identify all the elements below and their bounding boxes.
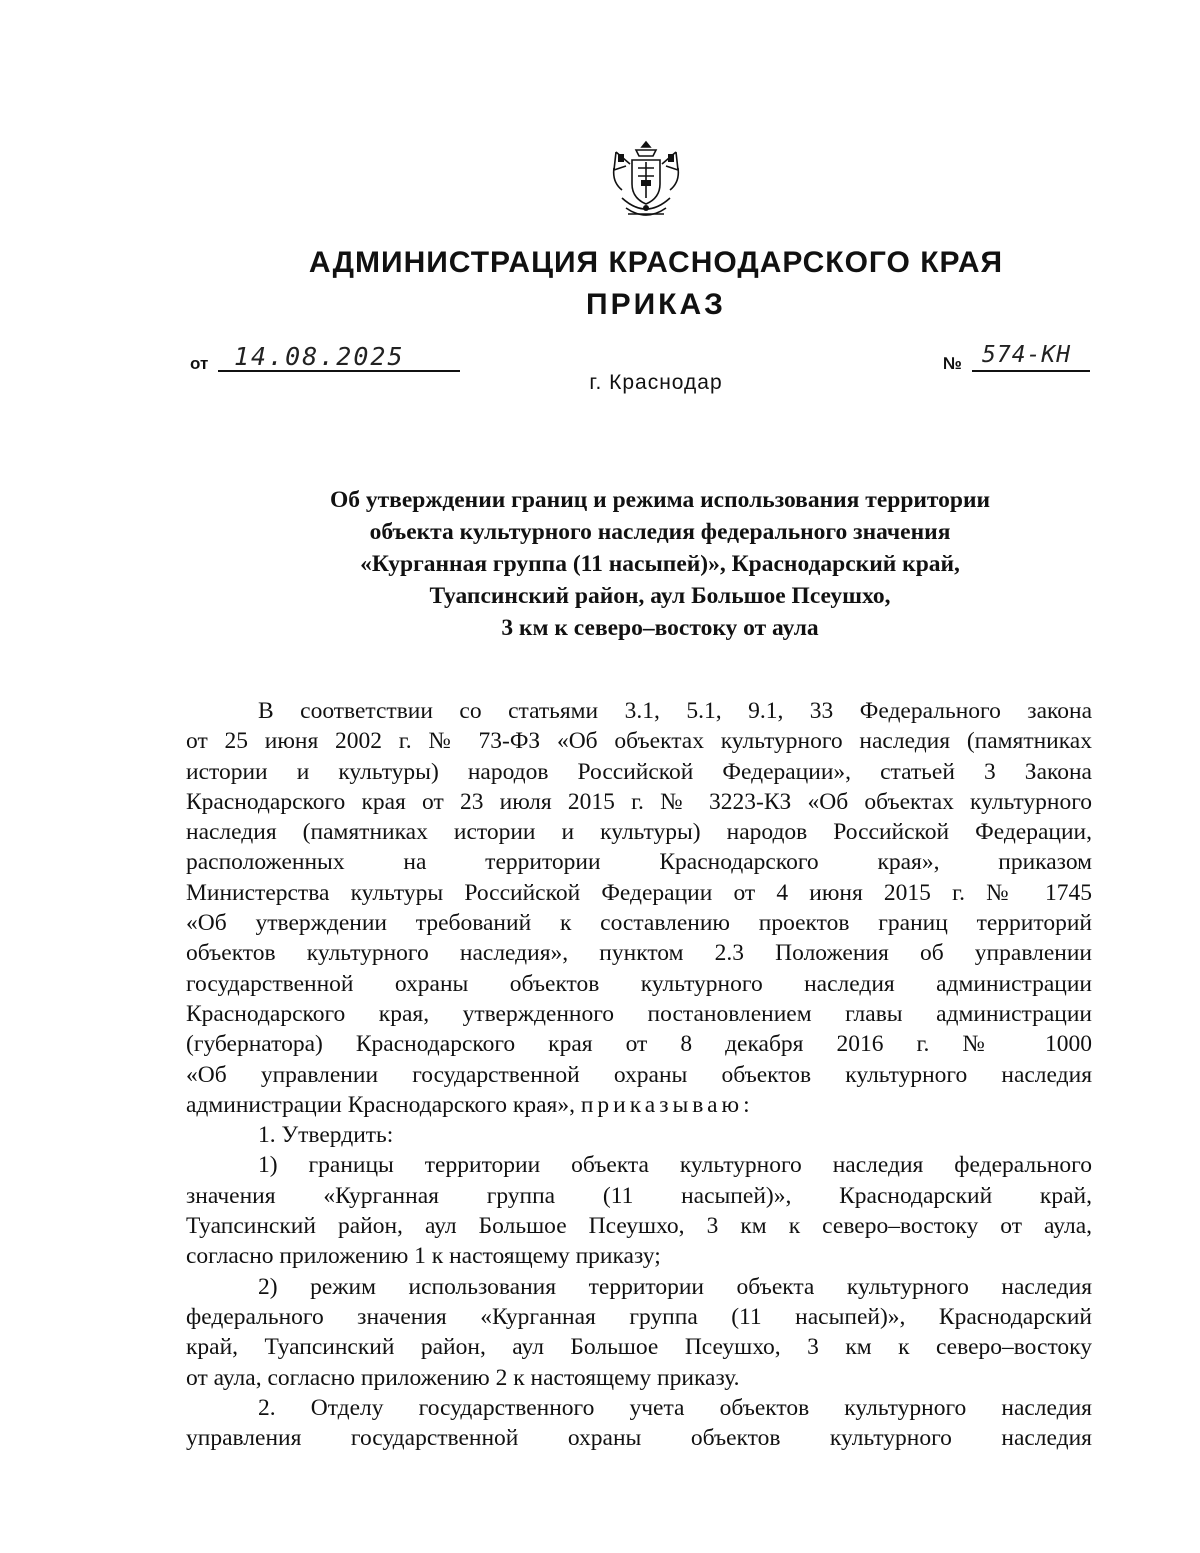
title-line: объекта культурного наследия федерального значения <box>369 519 951 545</box>
body-line: край, Туапсинский район, аул Большое Псеушхо, 3 км к северо–востоку <box>186 1334 1092 1361</box>
handwritten-number: 574-КН <box>982 342 1072 368</box>
title-line: 3 км к северо–востоку от аула <box>501 615 819 641</box>
body-line: 2. Отделу государственного учета объектов культурного наследия <box>258 1394 1092 1421</box>
body-line: Министерства культуры Российской Федерации от 4 июня 2015 г. № 1745 <box>186 879 1092 906</box>
coat-of-arms-emblem <box>608 138 684 224</box>
body-line: значения «Курганная группа (11 насыпей)», Краснодарский край, <box>186 1182 1092 1209</box>
body-line: «Об утверждении требований к составлению проектов границ территорий <box>186 910 1092 937</box>
body-line: государственной охраны объектов культурного наследия администрации <box>186 970 1092 997</box>
body-line: (губернатора) Краснодарского края от 8 декабря 2016 г. № 1000 <box>186 1031 1092 1058</box>
body-line: федерального значения «Курганная группа (11 насыпей)», Краснодарский <box>186 1303 1092 1330</box>
body-line: 1) границы территории объекта культурного наследия федерального <box>258 1152 1092 1179</box>
body-line: Краснодарского края от 23 июля 2015 г. № 3223-КЗ «Об объектах культурного <box>186 788 1092 815</box>
organization-name: АДМИНИСТРАЦИЯ КРАСНОДАРСКОГО КРАЯ <box>308 246 1004 279</box>
title-line: Об утверждении границ и режима использования территории <box>329 487 991 513</box>
document-type: ПРИКАЗ <box>586 288 726 321</box>
body-line: наследия (памятниках истории и культуры) народов Российской Федерации, <box>186 819 1092 846</box>
body-line: расположенных на территории Краснодарского края», приказом <box>186 849 1092 876</box>
body-line-last <box>186 1090 1092 1120</box>
city: г. Краснодар <box>589 371 723 394</box>
date-label: от <box>190 354 209 373</box>
body-line: от 25 июня 2002 г. № 73-ФЗ «Об объектах культурного наследия (памятниках <box>186 728 1092 755</box>
body-line: истории и культуры) народов Российской Федерации», статьей 3 Закона <box>186 758 1092 785</box>
body-line: «Об управлении государственной охраны объектов культурного наследия <box>186 1061 1092 1088</box>
body-line: объектов культурного наследия», пунктом 2.3 Положения об управлении <box>186 940 1092 967</box>
body-line: Туапсинский район, аул Большое Псеушхо, 3 км к северо–востоку от аула, <box>186 1213 1092 1240</box>
body-line: согласно приложению 1 к настоящему приказу; <box>186 1243 661 1270</box>
document-body <box>186 696 1092 1453</box>
number-label: № <box>943 354 962 373</box>
item-1-heading: 1. Утвердить: <box>258 1122 394 1149</box>
document-title <box>160 484 1160 644</box>
body-line: 2) режим использования территории объекта культурного наследия <box>258 1273 1092 1300</box>
body-line: Краснодарского края, утвержденного постановлением главы администрации <box>186 1000 1092 1027</box>
preamble-ending: администрации Краснодарского края», <box>186 1091 575 1118</box>
body-line: от аула, согласно приложению 2 к настоящему приказу. <box>186 1364 740 1391</box>
handwritten-date: 14.08.2025 <box>234 342 405 371</box>
title-line: Туапсинский район, аул Большое Псеушхо, <box>429 583 891 609</box>
body-line: управления государственной охраны объектов культурного наследия <box>186 1425 1092 1452</box>
title-line: «Курганная группа (11 насыпей)», Краснодарский край, <box>360 551 960 577</box>
body-line: В соответствии со статьями 3.1, 5.1, 9.1, 33 Федерального закона <box>258 698 1092 724</box>
order-word: приказываю: <box>580 1091 754 1118</box>
